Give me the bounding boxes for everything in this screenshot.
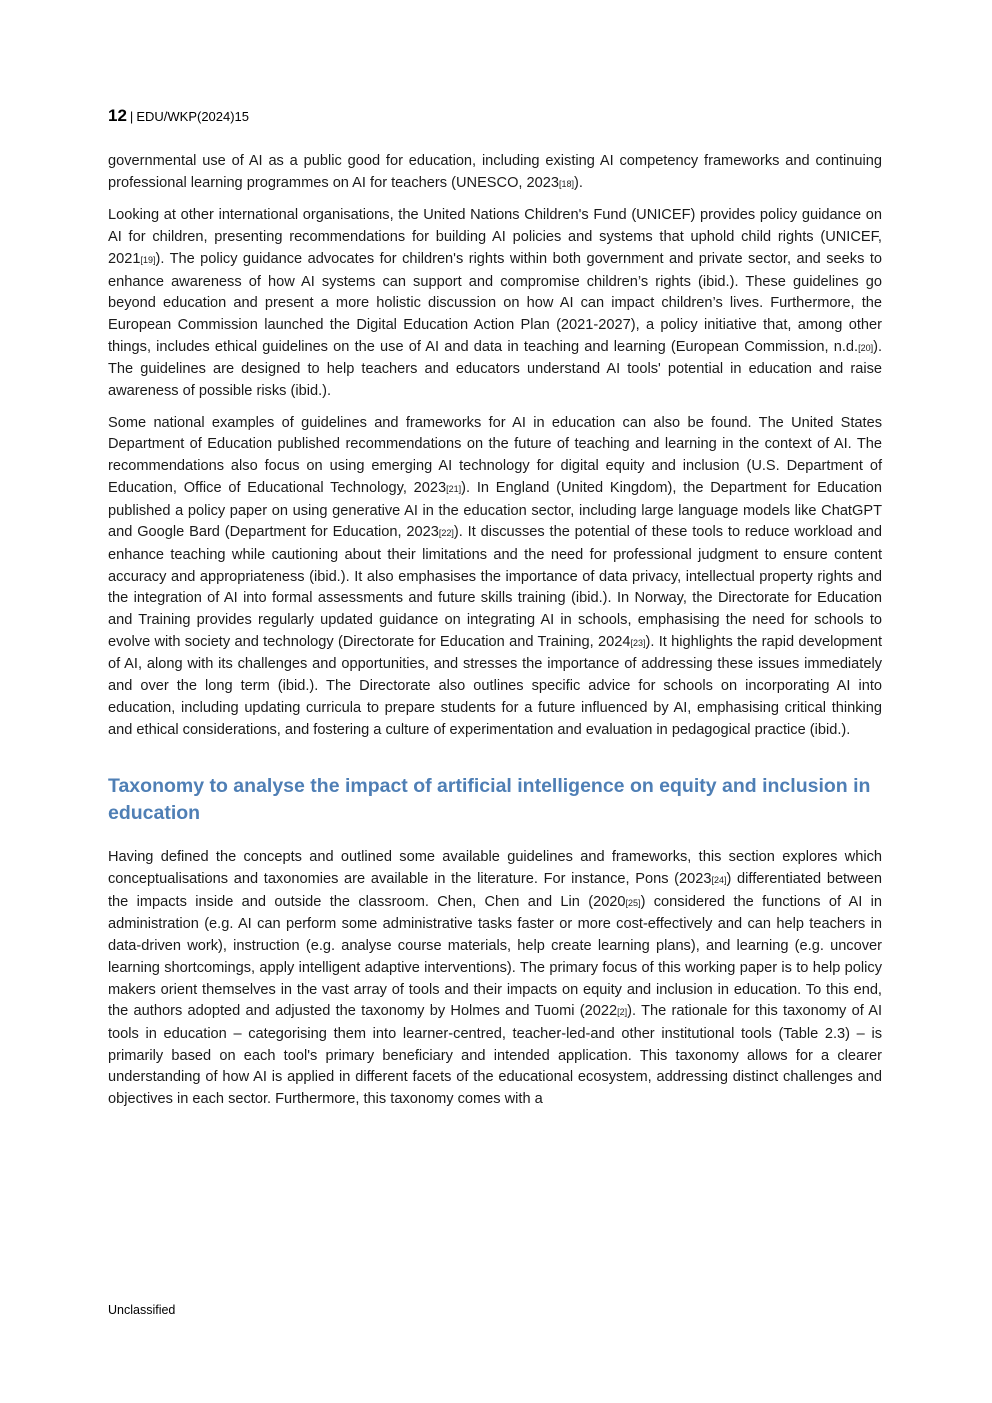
text-run: Looking at other international organisations, the United Nations Children's Fund (UNICEF) provides policy guidance on AI for children, presenting recommendations for building AI policies and systems that uphold child rights (UNICEF, 2021 — [108, 207, 882, 267]
text-run: Having defined the concepts and outlined some available guidelines and frameworks, this section explores which conceptualisations and taxonomies are available in the literature. For instance, Pons (2023 — [108, 849, 882, 887]
text-run: ) considered the functions of AI in administration (e.g. AI can perform some administrative tasks faster or more cost-effectively and can help teachers in data-driven work), instruction (e.g. analyse course materials, help create learning plans), and learning (e.g. uncover learning shortcomings, apply intelligent adaptive interventions). The primary focus of this working paper is to help policy makers orient themselves in the vast array of tools and their impacts on equity and inclusion in education. To this end, the authors adopted and adjusted the taxonomy by Holmes and Tuomi (2022 — [108, 893, 882, 1020]
page-number: 12 — [108, 106, 127, 125]
text-run: ). The rationale for this taxonomy of AI tools in education – categorising them into learner-centred, teacher-led-and other institutional tools (Table 2.3) – is primarily based on each tool's primary beneficiary and intended application. This taxonomy allows for a clearer understanding of how AI is applied in different facets of the educational ecosystem, addressing distinct challenges and objectives in each sector. Furthermore, this taxonomy comes with a — [108, 1003, 883, 1108]
page-header — [108, 106, 249, 126]
reference-marker[interactable]: [2] — [617, 1007, 628, 1018]
text-run: ). The guidelines are designed to help teachers and educators understand AI tools' potential in education and raise awareness of possible risks (ibid.). — [108, 338, 882, 400]
text-run: ). — [574, 174, 583, 191]
document-code: EDU/WKP(2024)15 — [136, 109, 250, 124]
text-run: ). In England (United Kingdom), the Department for Education published a policy paper on using generative AI in the education sector, including large language models like ChatGPT and Google Bard (Department for Education, 2023 — [108, 479, 882, 541]
reference-marker[interactable]: [20] — [858, 342, 874, 353]
text-run: ). It discusses the potential of these tools to reduce workload and enhance teaching while cautioning about their limitations and the need for professional judgment to ensure content accuracy and appropriateness (ibid.). It also emphasises the importance of data privacy, intellectual property rights and the integration of AI into formal assessments and future skills training (ibid.). In Norway, the Directorate for Education and Training provides regularly updated guidance on integrating AI in schools, emphasising the need for schools to evolve with society and technology (Directorate for Education and Training, 2024 — [108, 524, 882, 650]
reference-marker[interactable]: [24] — [711, 874, 727, 885]
text-run: ). It highlights the rapid development of AI, along with its challenges and opportunities, and stresses the importance of addressing these issues immediately and over the long term (ibid.). The Directorate also outlines specific advice for schools on incorporating AI into education, including updating curricula to prepare students for a future influenced by AI, emphasising critical thinking and ethical considerations, and fostering a culture of experimentation and evaluation in pedagogical practice (ibid.). — [108, 633, 882, 738]
reference-marker[interactable]: [18] — [559, 178, 575, 189]
text-run: ). The policy guidance advocates for children's rights within both government and private sector, and seeks to enhance awareness of how AI systems can support and compromise children’s rights (ibid.). These guidelines go beyond education and present a more holistic discussion on how AI can impact children’s lives. Furthermore, the European Commission launched the Digital Education Action Plan (2021-2027), a policy initiative that, among other things, includes ethical guidelines on the use of AI and data in teaching and learning (European Commission, n.d. — [108, 250, 882, 355]
header-separator: | — [129, 109, 134, 124]
body-text — [108, 151, 882, 1121]
text-run: ) differentiated between the impacts inside and outside the classroom. Chen, Chen and Lin (2020 — [108, 870, 883, 910]
text-run: governmental use of AI as a public good for education, including existing AI competency frameworks and continuing professional learning programmes on AI for teachers (UNESCO, 2023 — [108, 153, 882, 191]
reference-marker[interactable]: [23] — [630, 637, 646, 648]
reference-marker[interactable]: [21] — [446, 483, 462, 494]
paragraph-unesco — [108, 151, 882, 195]
paragraph-unicef — [108, 205, 882, 402]
text-run: Some national examples of guidelines and frameworks for AI in education can also be found. The United States Department of Education published recommendations on the future of teaching and learning in the context of AI. The recommendations also focus on using emerging AI technology for digital equity and inclusion (U.S. Department of Education, Office of Educational Technology, 2023 — [108, 414, 882, 496]
reference-marker[interactable]: [25] — [625, 897, 641, 908]
section-heading: Taxonomy to analyse the impact of artificial intelligence on equity and inclusion in education — [108, 775, 871, 825]
page-footer: Unclassified — [108, 1303, 176, 1317]
paragraph-taxonomy — [108, 847, 882, 1110]
reference-marker[interactable]: [19] — [140, 254, 156, 265]
paragraph-national-examples — [108, 413, 882, 742]
reference-marker[interactable]: [22] — [438, 528, 454, 539]
